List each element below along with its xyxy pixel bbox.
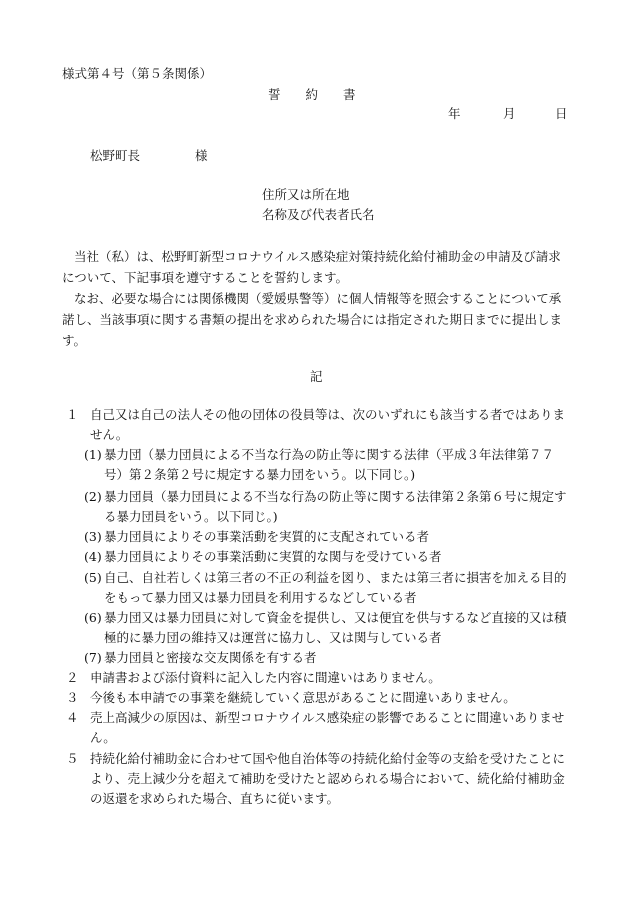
representative-name-label: 名称及び代表者氏名 xyxy=(262,207,375,222)
form-number: 様式第４号（第５条関係） xyxy=(62,66,213,81)
item-4-number: ４ xyxy=(66,710,79,725)
ki-heading: 記 xyxy=(310,369,323,384)
addressee-honorific: 様 xyxy=(195,148,208,163)
subitem-6-text: 暴力団又は暴力団員に対して資金を提供し、又は便宜を供与するなど直接的又は積極的に暴力団の維持又は運営に協力し、又は関与している者 xyxy=(104,610,567,645)
subitem-4-number: (4) xyxy=(84,549,102,564)
subitem-6-number: (6) xyxy=(84,610,102,625)
date-month: 月 xyxy=(503,106,516,121)
item-5-text: 持続化給付補助金に合わせて国や他自治体等の持続化給付金等の支給を受けたことにより、売上減少分を超えて補助を受けたと認められる場合において、続化給付補助金の返還を求められた場合、直ちに従います。 xyxy=(90,751,566,806)
item-1-text: 自己又は自己の法人その他の団体の役員等は、次のいずれにも該当する者ではありません。 xyxy=(90,407,566,442)
address-label: 住所又は所在地 xyxy=(262,187,350,202)
subitem-7-text: 暴力団員と密接な交友関係を有する者 xyxy=(104,650,317,665)
body-paragraph-2: なお、必要な場合には関係機関（愛媛県警等）に個人情報等を照会することについて承諾し、当該事項に関する書類の提出を求められた場合には指定された期日までに提出します。 xyxy=(62,291,563,348)
subitem-2-number: (2) xyxy=(84,489,102,504)
body-paragraph-1: 当社（私）は、松野町新型コロナウイルス感染症対策持続化給付補助金の申請及び請求について、下記事項を遵守することを誓約します。 xyxy=(62,249,561,285)
document-title: 誓 約 書 xyxy=(268,87,356,102)
item-5-number: ５ xyxy=(66,751,79,766)
date-day: 日 xyxy=(555,106,568,121)
subitem-1-text: 暴力団（暴力団員による不当な行為の防止等に関する法律（平成３年法律第７７号）第２条第２号に規定する暴力団をいう。以下同じ。) xyxy=(104,447,555,482)
item-1-number: １ xyxy=(66,407,79,422)
item-3-number: ３ xyxy=(66,690,79,705)
subitem-3-number: (3) xyxy=(84,529,102,544)
item-2-text: 申請書および添付資料に記入した内容に間違いはありません。 xyxy=(90,670,441,685)
subitem-4-text: 暴力団員によりその事業活動に実質的な関与を受けている者 xyxy=(104,549,442,564)
subitem-5-text: 自己、自社若しくは第三者の不正の利益を図り、または第三者に損害を加える目的をもって暴力団又は暴力団員を利用するなどしている者 xyxy=(104,570,567,605)
addressee-name: 松野町長 xyxy=(90,148,141,163)
subitem-3-text: 暴力団員によりその事業活動を実質的に支配されている者 xyxy=(104,529,430,544)
subitem-2-text: 暴力団員（暴力団員による不当な行為の防止等に関する法律第２条第６号に規定する暴力団員をいう。以下同じ。) xyxy=(104,489,567,524)
date-year: 年 xyxy=(448,106,461,121)
subitem-1-number: (1) xyxy=(84,447,102,462)
subitem-7-number: (7) xyxy=(84,650,102,665)
item-4-text: 売上高減少の原因は、新型コロナウイルス感染症の影響であることに間違いありません。 xyxy=(90,710,565,745)
item-3-text: 今後も本申請での事業を継続していく意思があることに間違いありません。 xyxy=(90,690,516,705)
item-2-number: ２ xyxy=(66,670,79,685)
subitem-5-number: (5) xyxy=(84,570,102,585)
